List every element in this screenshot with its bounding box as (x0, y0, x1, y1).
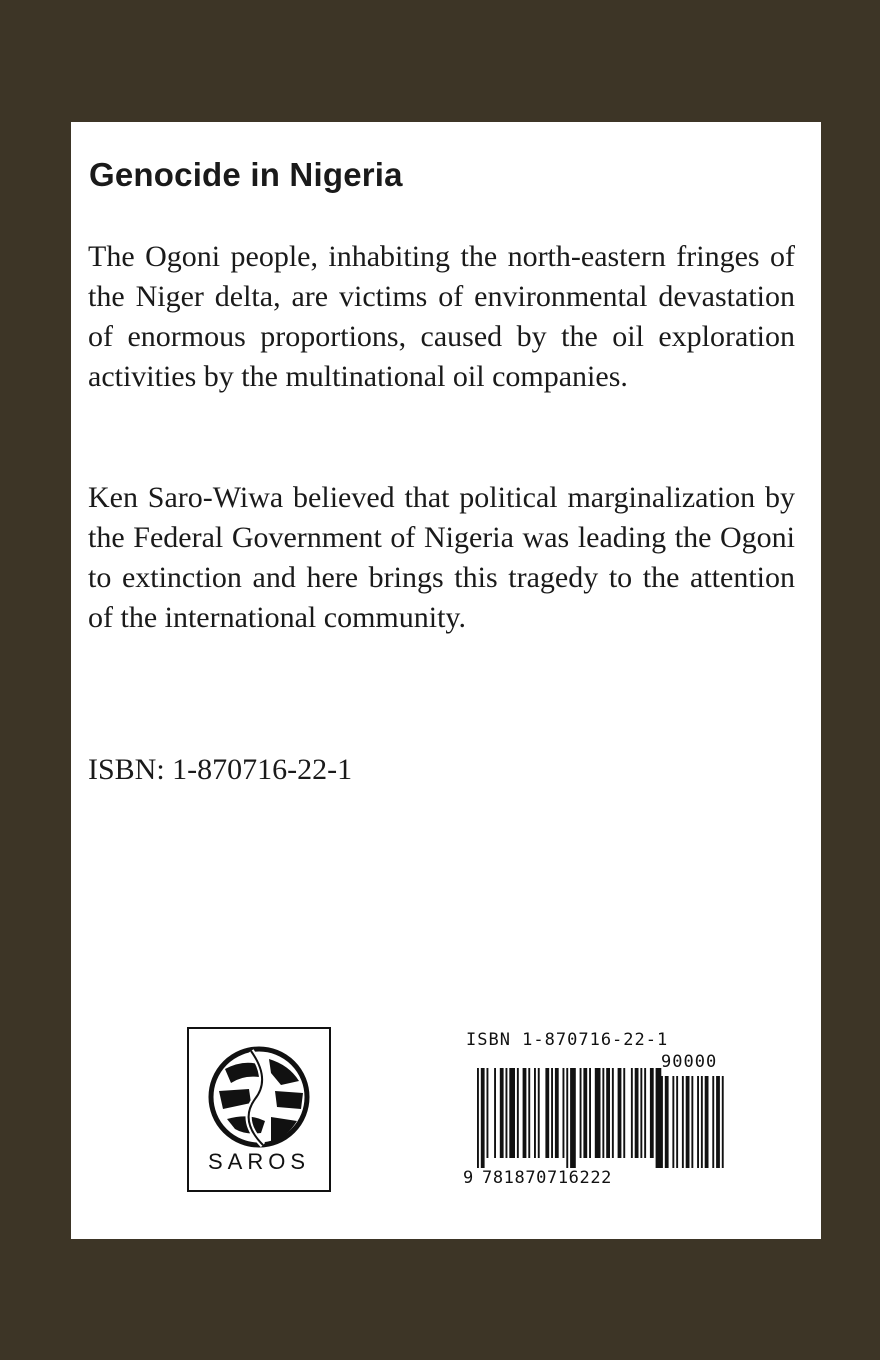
barcode-bar (712, 1076, 714, 1168)
publisher-name: SAROS (207, 1149, 311, 1174)
barcode-bar (650, 1068, 654, 1158)
barcode-bar (477, 1068, 479, 1168)
barcode-bar (563, 1068, 565, 1158)
barcode-bar (500, 1068, 504, 1158)
barcode-bar (640, 1068, 642, 1158)
barcode-bar (517, 1068, 519, 1158)
barcode-lead-digit: 9 (463, 1168, 474, 1188)
barcode-bar (656, 1068, 662, 1168)
barcode-bar (635, 1068, 639, 1158)
barcode-isbn-label: ISBN 1-870716-22-1 (466, 1030, 669, 1050)
barcode-bar (606, 1068, 610, 1158)
book-title: Genocide in Nigeria (89, 156, 403, 193)
barcode-bars (463, 1030, 743, 1175)
barcode-bar (705, 1076, 709, 1168)
isbn-barcode (463, 1030, 743, 1200)
barcode-bar (570, 1068, 576, 1168)
barcode-bar (682, 1076, 684, 1168)
barcode-bar (661, 1076, 663, 1168)
barcode-bar (509, 1068, 515, 1158)
barcode-bar (676, 1076, 678, 1168)
barcode-bar (506, 1068, 508, 1158)
barcode-bar (487, 1068, 489, 1158)
publisher-logo (187, 1027, 331, 1192)
blurb-paragraph-2: Ken Saro-Wiwa believed that political marginalization by the Federal Government of Nigeria was leading the Ogoni to extinction and here brings this tragedy to the attention of the international community. (88, 481, 795, 634)
barcode-bar (691, 1076, 693, 1168)
back-cover-panel (71, 122, 821, 1239)
barcode-bar (583, 1068, 587, 1158)
barcode-bar (602, 1068, 604, 1158)
barcode-bar (534, 1068, 536, 1158)
barcode-bar (618, 1068, 622, 1158)
barcode-bar (701, 1076, 703, 1168)
barcode-bar (589, 1068, 591, 1158)
isbn-line: ISBN: 1-870716-22-1 (88, 753, 353, 786)
barcode-bar (644, 1068, 646, 1158)
barcode-bar (551, 1068, 553, 1158)
barcode-bar (481, 1068, 485, 1168)
barcode-bar (722, 1076, 724, 1168)
barcode-number: 781870716222 (482, 1168, 613, 1188)
barcode-bar (672, 1076, 674, 1168)
barcode-bar (612, 1068, 614, 1158)
barcode-addon-digits: 90000 (661, 1052, 718, 1072)
barcode-bar (523, 1068, 527, 1158)
barcode-bar (494, 1068, 496, 1158)
barcode-bar (623, 1068, 625, 1158)
barcode-bar (595, 1068, 601, 1158)
barcode-bar (545, 1068, 549, 1158)
barcode-bar (686, 1076, 690, 1168)
barcode-bar (566, 1068, 568, 1168)
barcode-bar (716, 1076, 720, 1168)
barcode-bar (631, 1068, 633, 1158)
barcode-bar (580, 1068, 582, 1158)
barcode-bar (555, 1068, 559, 1158)
blurb-paragraph-1: The Ogoni people, inhabiting the north-eastern fringes of the Niger delta, are victims of environmental devastation of enormous proportions, caused by the oil exploration activities by the multinational oil companies. (88, 240, 795, 393)
barcode-bar (697, 1076, 699, 1168)
barcode-bar (665, 1076, 669, 1168)
barcode-bar (528, 1068, 530, 1158)
barcode-bar (538, 1068, 540, 1158)
